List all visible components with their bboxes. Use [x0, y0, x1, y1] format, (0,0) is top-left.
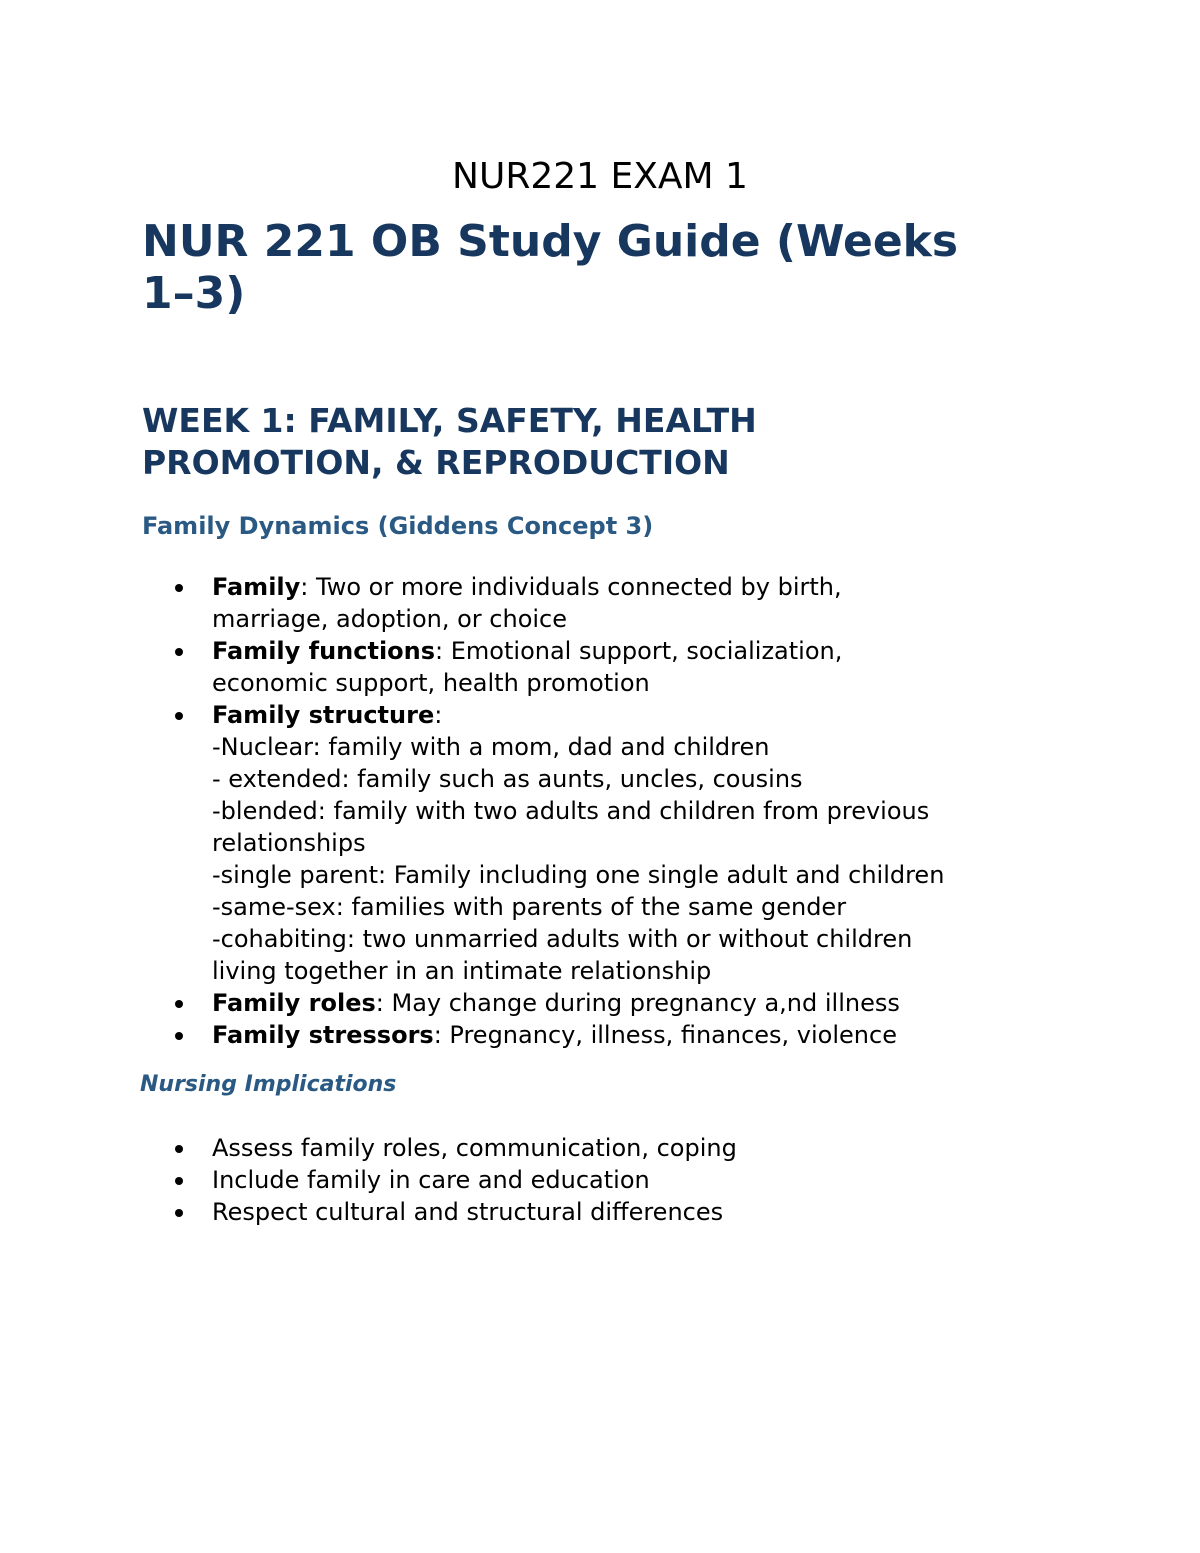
list-item-term: Family functions [212, 637, 436, 665]
list-item-line [212, 635, 1100, 667]
structure-single-parent: -single parent: Family including one single adult and children [212, 861, 945, 889]
list-item-text: : Emotional support, socialization, [435, 637, 843, 665]
list-item-term: Family roles [212, 989, 376, 1017]
list-item [0, 987, 1100, 1019]
list-item [0, 1132, 1100, 1164]
list-item-text: : Pregnancy, illness, finances, violence [433, 1021, 897, 1049]
list-item-line [212, 987, 1100, 1019]
structure-extended: - extended: family such as aunts, uncles, cousins [212, 765, 803, 793]
list-item-term: Family stressors [212, 1021, 434, 1049]
bullet-icon [175, 1209, 183, 1217]
list-item-term: Family structure [212, 701, 435, 729]
structure-cohabiting-continuation: living together in an intimate relationship [212, 957, 712, 985]
bullet-icon [175, 1145, 183, 1153]
week-1-heading [142, 400, 1102, 484]
list-item-text: : Two or more individuals connected by birth, [300, 573, 842, 601]
bullet-icon [175, 712, 183, 720]
list-item-text: Respect cultural and structural differences [212, 1198, 724, 1226]
bullet-icon [175, 1000, 183, 1008]
list-item-line [212, 571, 1100, 603]
bullet-icon [175, 584, 183, 592]
document-title-line-1: NUR 221 OB Study Guide (Weeks [142, 216, 959, 267]
list-item-text: : May change during pregnancy a,nd illness [375, 989, 900, 1017]
week-1-heading-line-1: WEEK 1: FAMILY, SAFETY, HEALTH [142, 401, 757, 440]
structure-blended-continuation: relationships [212, 829, 366, 857]
list-item [0, 1164, 1100, 1196]
structure-cohabiting: -cohabiting: two unmarried adults with or without children [212, 925, 913, 953]
list-item [0, 1019, 1100, 1051]
list-item-term: Family [212, 573, 301, 601]
list-item [0, 1196, 1100, 1228]
list-item [0, 699, 1100, 987]
list-item-continuation: economic support, health promotion [212, 669, 650, 697]
list-item [0, 571, 1100, 635]
list-item-line [212, 1019, 1100, 1051]
week-1-heading-line-2: PROMOTION, & REPRODUCTION [142, 443, 730, 482]
bullet-icon [175, 1032, 183, 1040]
list-item-text: Assess family roles, communication, coping [212, 1134, 737, 1162]
structure-same-sex: -same-sex: families with parents of the same gender [212, 893, 847, 921]
list-item-text: Include family in care and education [212, 1166, 650, 1194]
document-title-line-2: 1–3) [142, 268, 246, 319]
nursing-implications-heading: Nursing Implications [140, 1072, 397, 1097]
list-item-continuation: marriage, adoption, or choice [212, 605, 568, 633]
structure-nuclear: -Nuclear: family with a mom, dad and children [212, 733, 770, 761]
document-title [142, 216, 1102, 320]
family-dynamics-heading: Family Dynamics (Giddens Concept 3) [142, 512, 654, 540]
nursing-implications-list [0, 1132, 1100, 1228]
family-dynamics-list [0, 571, 1100, 1051]
list-item-line [212, 699, 1100, 731]
list-item-text: : [434, 701, 443, 729]
list-item [0, 635, 1100, 699]
bullet-icon [175, 648, 183, 656]
page-header: NUR221 EXAM 1 [452, 156, 748, 197]
structure-blended: -blended: family with two adults and children from previous [212, 797, 930, 825]
bullet-icon [175, 1177, 183, 1185]
